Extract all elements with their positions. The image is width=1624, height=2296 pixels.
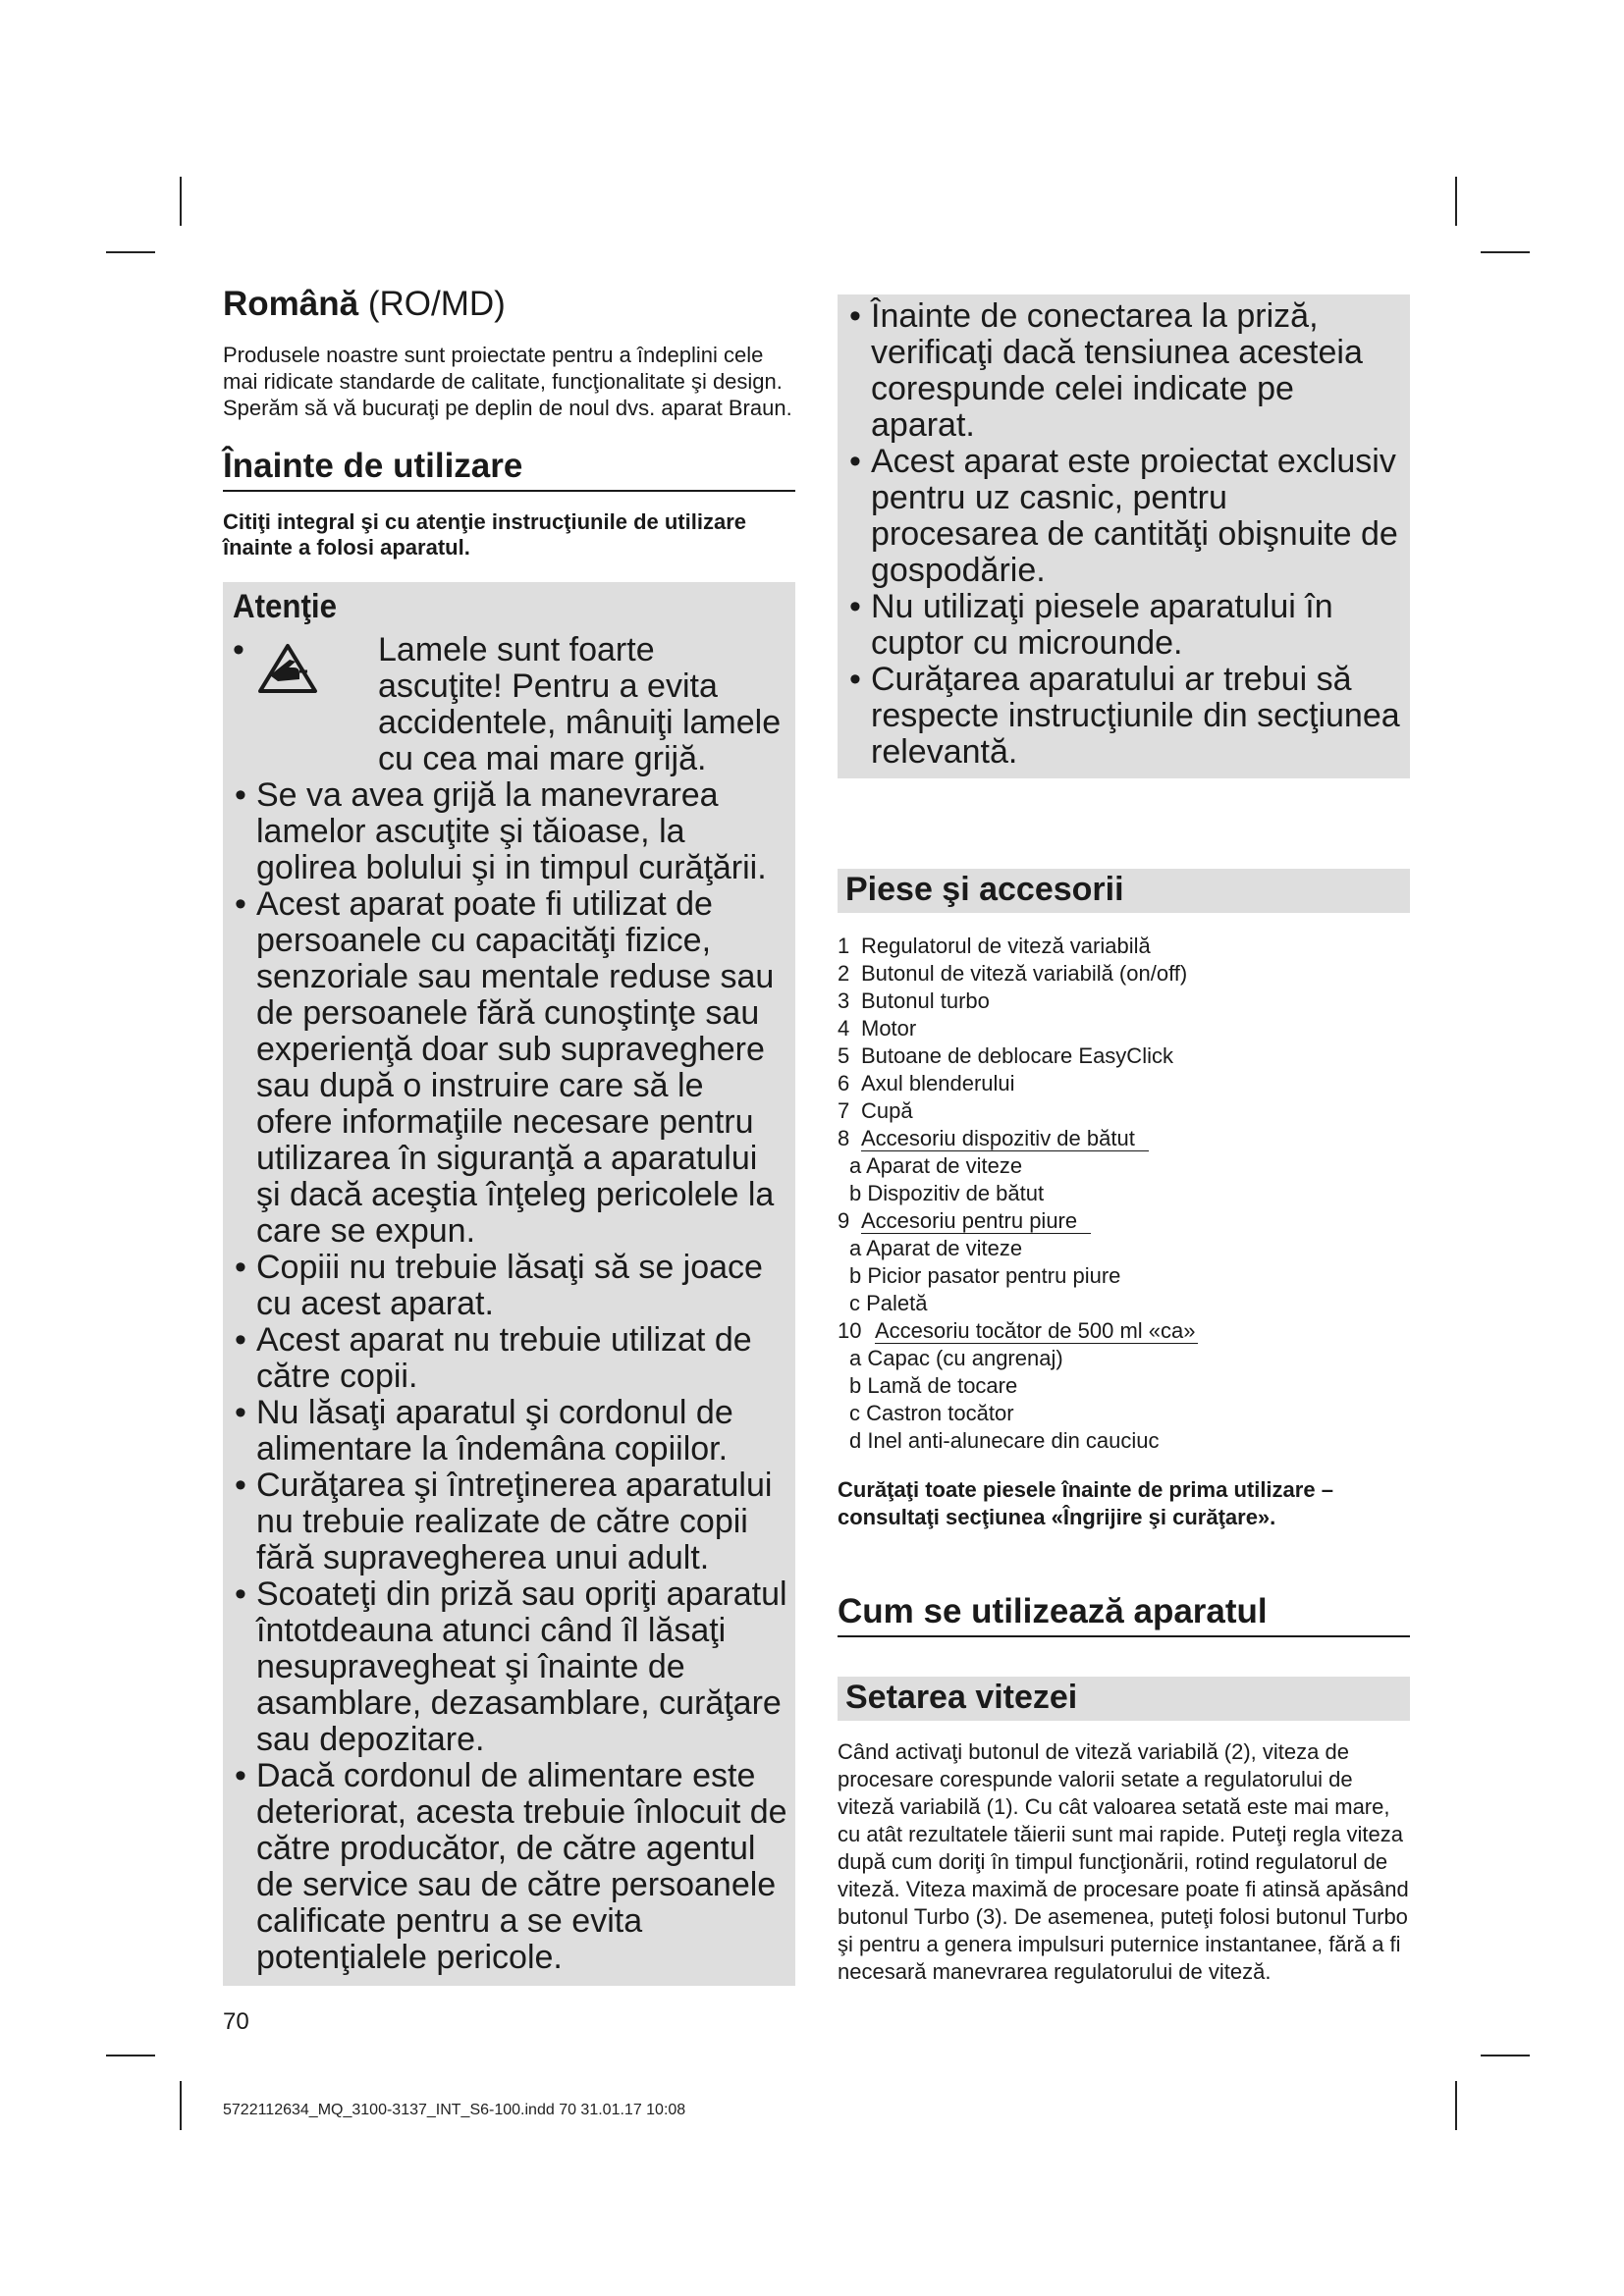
page-number: 70 bbox=[223, 2008, 249, 2035]
part-label: Accesoriu pentru piure bbox=[861, 1208, 1091, 1234]
part-number: 7 bbox=[838, 1098, 850, 1123]
bullet: • bbox=[849, 661, 861, 698]
bullet: • bbox=[235, 1757, 246, 1794]
language-title-code: (RO/MD) bbox=[358, 285, 506, 323]
warning-item-text: Curăţarea şi întreţinerea aparatului nu trebuie realizate de către copii fără supravegherea unui adult. bbox=[256, 1467, 773, 1576]
warning-item-text: Acest aparat poate fi utilizat de persoanele cu capacităţi fizice, senzoriale sau mentale reduse sau de persoanele fără cunoştinţe sau experienţă doar sub supraveghere sau după o instruire care să le ofere informaţiile necesare pentru utilizarea în siguranţă a aparatului şi dacă aceştia înţeleg pericolele la care se expun. bbox=[256, 885, 775, 1250]
part-item bbox=[838, 1317, 1410, 1345]
warning-item bbox=[847, 662, 1402, 771]
part-number: 1 bbox=[838, 934, 850, 958]
part-item bbox=[838, 1207, 1410, 1235]
bullet: • bbox=[849, 443, 861, 480]
part-item bbox=[838, 1015, 1410, 1042]
bullet: • bbox=[235, 1249, 246, 1286]
warning-item-text: Acest aparat nu trebuie utilizat de către copii. bbox=[256, 1321, 752, 1395]
warning-item bbox=[233, 1322, 787, 1395]
part-item bbox=[838, 1070, 1410, 1097]
bullet: • bbox=[235, 776, 246, 814]
part-item bbox=[838, 1125, 1410, 1152]
part-label: Butonul turbo bbox=[861, 988, 990, 1013]
warning-item-text: Nu lăsaţi aparatul şi cordonul de alimentare la îndemâna copiilor. bbox=[256, 1394, 733, 1468]
before-use-heading: Înainte de utilizare bbox=[223, 447, 795, 492]
bullet: • bbox=[235, 1394, 246, 1431]
warning-item-text: Scoateţi din priză sau opriţi aparatul întotdeauna atunci când îl lăsaţi nesupravegheat şi înainte de asamblare, dezasamblare, curăţare sau depozitare. bbox=[256, 1575, 787, 1758]
before-use-lead: Citiţi integral şi cu atenţie instrucţiunile de utilizare înainte a folosi aparatul. bbox=[223, 509, 746, 560]
part-subitem: b Picior pasator pentru piure bbox=[849, 1263, 1121, 1288]
language-title bbox=[223, 285, 795, 324]
part-number: 3 bbox=[838, 988, 850, 1013]
part-number: 6 bbox=[838, 1071, 850, 1095]
part-subitem: a Capac (cu angrenaj) bbox=[849, 1346, 1063, 1370]
part-number: 2 bbox=[838, 961, 850, 986]
part-label: Accesoriu dispozitiv de bătut bbox=[861, 1126, 1149, 1151]
bullet: • bbox=[235, 1575, 246, 1613]
part-number: 4 bbox=[838, 1016, 850, 1041]
crop-mark bbox=[1455, 177, 1457, 226]
warning-item bbox=[233, 1576, 787, 1758]
crop-mark bbox=[106, 251, 155, 253]
bullet: • bbox=[849, 297, 861, 335]
warning-item bbox=[233, 1395, 787, 1468]
part-subitem: c Castron tocător bbox=[849, 1401, 1014, 1425]
part-number: 9 bbox=[838, 1208, 850, 1233]
crop-mark bbox=[180, 177, 182, 226]
warning-item-text: Lamele sunt foarte ascuţite! Pentru a evita accidentele, mânuiţi lamele cu cea mai mare grijă. bbox=[378, 631, 782, 777]
warning-box-continued bbox=[838, 294, 1410, 778]
cleaning-note: Curăţaţi toate piesele înainte de prima utilizare – consultaţi secţiunea «Îngrijire şi curăţare». bbox=[838, 1477, 1333, 1529]
warning-item bbox=[233, 1250, 787, 1322]
part-label: Accesoriu tocător de 500 ml «ca» bbox=[875, 1318, 1196, 1343]
bullet: • bbox=[235, 1321, 246, 1359]
crop-mark bbox=[1481, 2055, 1530, 2056]
warning-item bbox=[847, 298, 1402, 444]
warning-item bbox=[233, 632, 787, 777]
part-label: Cupă bbox=[861, 1098, 913, 1123]
speed-setting-text: Când activaţi butonul de viteză variabilă (2), viteza de procesare corespunde valorii setate a regulatorului de viteză variabilă (1). Cu cât valoarea setată este mai mare, cu atât rezultatele tăierii sunt mai rapide. Puteţi regla viteza după cum doriţi în timpul funcţionării, rotind regulatorul de viteză. Viteza maximă de procesare poate fi atinsă apăsând butonul Turbo (3). De asemenea, puteţi folosi butonul Turbo şi pentru a genera impulsuri puternice instantanee, fără a fi necesară manevrarea regulatorului de viteză. bbox=[838, 1739, 1409, 1984]
left-column bbox=[223, 285, 795, 1986]
how-to-use-heading: Cum se utilizează aparatul bbox=[838, 1592, 1410, 1637]
right-column bbox=[838, 294, 1410, 1986]
warning-item bbox=[233, 886, 787, 1250]
warning-item-text: Înainte de conectarea la priză, verificaţi dacă tensiunea acesteia corespunde celei indicate pe aparat. bbox=[871, 297, 1363, 444]
part-number: 8 bbox=[838, 1126, 850, 1150]
part-number: 5 bbox=[838, 1043, 850, 1068]
part-item bbox=[838, 988, 1410, 1015]
warning-item bbox=[233, 1468, 787, 1576]
crop-mark bbox=[1481, 251, 1530, 253]
crop-mark bbox=[106, 2055, 155, 2056]
part-item bbox=[838, 1097, 1410, 1125]
part-item bbox=[838, 933, 1410, 960]
part-label: Motor bbox=[861, 1016, 917, 1041]
bullet: • bbox=[849, 588, 861, 625]
speed-setting-heading: Setarea vitezei bbox=[838, 1677, 1410, 1721]
bullet: • bbox=[235, 1467, 246, 1504]
warning-item-text: Acest aparat este proiectat exclusiv pentru uz casnic, pentru procesarea de cantităţi obişnuite de gospodărie. bbox=[871, 443, 1398, 589]
part-item bbox=[838, 960, 1410, 988]
warning-box bbox=[223, 582, 795, 1986]
part-subitem: d Inel anti-alunecare din cauciuc bbox=[849, 1428, 1160, 1453]
part-subitem: c Paletă bbox=[849, 1291, 928, 1315]
parts-heading: Piese şi accesorii bbox=[838, 869, 1410, 913]
language-title-bold: Română bbox=[223, 285, 359, 323]
warning-list-continued bbox=[847, 298, 1402, 771]
part-number: 10 bbox=[838, 1318, 862, 1343]
parts-list bbox=[838, 933, 1410, 1455]
warning-item-text: Copiii nu trebuie lăsaţi să se joace cu acest aparat. bbox=[256, 1249, 763, 1322]
warning-list bbox=[233, 777, 787, 1976]
part-subitem: b Lamă de tocare bbox=[849, 1373, 1018, 1398]
warning-item bbox=[233, 777, 787, 886]
part-subitem: a Aparat de viteze bbox=[849, 1236, 1023, 1260]
warning-item bbox=[233, 1758, 787, 1976]
warning-title: Atenţie bbox=[233, 588, 338, 625]
part-label: Butoane de deblocare EasyClick bbox=[861, 1043, 1173, 1068]
part-label: Regulatorul de viteză variabilă bbox=[861, 934, 1151, 958]
warning-item bbox=[847, 589, 1402, 662]
bullet: • bbox=[233, 631, 244, 668]
warning-item-text: Nu utilizaţi piesele aparatului în cuptor cu microunde. bbox=[871, 588, 1333, 662]
print-footer: 5722112634_MQ_3100-3137_INT_S6-100.indd 70 31.01.17 10:08 bbox=[223, 2102, 686, 2118]
part-item bbox=[838, 1042, 1410, 1070]
part-subitem: a Aparat de viteze bbox=[849, 1153, 1023, 1178]
crop-mark bbox=[180, 2081, 182, 2130]
crop-mark bbox=[1455, 2081, 1457, 2130]
sharp-blade-warning-icon bbox=[256, 632, 378, 777]
part-subitem: b Dispozitiv de bătut bbox=[849, 1181, 1045, 1205]
part-label: Axul blenderului bbox=[861, 1071, 1015, 1095]
warning-item-text: Curăţarea aparatului ar trebui să respecte instrucţiunile din secţiunea relevantă. bbox=[871, 661, 1400, 771]
intro-paragraph: Produsele noastre sunt proiectate pentru a îndeplini cele mai ridicate standarde de calitate, funcţionalitate şi design. Sperăm să vă bucuraţi pe deplin de noul dvs. aparat Braun. bbox=[223, 343, 792, 420]
warning-item-text: Se va avea grijă la manevrarea lamelor ascuţite şi tăioase, la golirea bolului şi in timpul curăţării. bbox=[256, 776, 767, 886]
warning-item bbox=[847, 444, 1402, 589]
warning-item-text: Dacă cordonul de alimentare este deteriorat, acesta trebuie înlocuit de către producător, de către agentul de service sau de către persoanele calificate pentru a se evita potenţialele pericole. bbox=[256, 1757, 787, 1976]
bullet: • bbox=[235, 885, 246, 923]
part-label: Butonul de viteză variabilă (on/off) bbox=[861, 961, 1188, 986]
